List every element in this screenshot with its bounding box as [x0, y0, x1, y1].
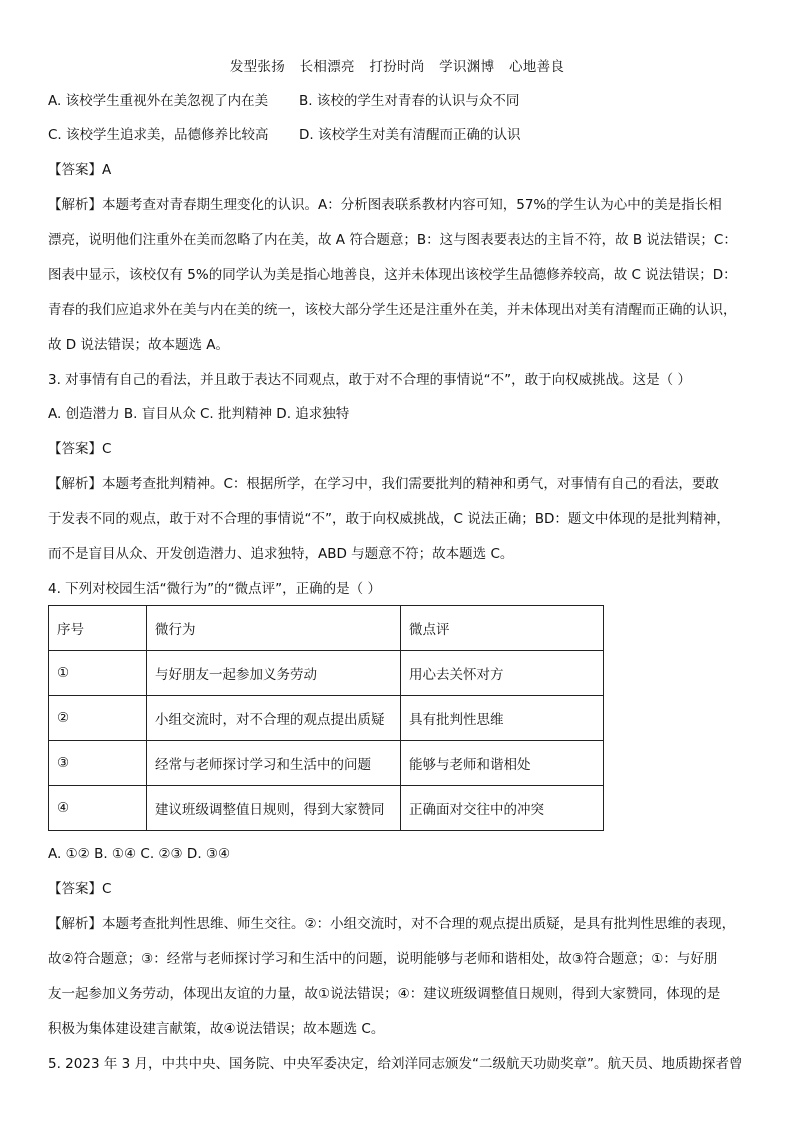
- table-cell: 具有批判性思维: [401, 696, 604, 741]
- table-header-cell: 微点评: [401, 606, 604, 651]
- q4-analysis-line: 【解析】本题考查批判性思维、师生交往。②：小组交流时，对不合理的观点提出质疑，是具有批判性思维的表现，: [48, 916, 736, 932]
- q5-stem: 5. 2023 年 3 月，中共中央、国务院、中央军委决定，给刘洋同志颁发“二级航天功勋奖章”。航天员、地质勘探者曾: [48, 1056, 743, 1072]
- table-row: [49, 696, 604, 741]
- table-cell: ③: [49, 741, 147, 786]
- q3-options: A. 创造潜力 B. 盲目从众 C. 批判精神 D. 追求独特: [48, 406, 350, 422]
- traits-line: 发型张扬 长相漂亮 打扮时尚 学识渊博 心地善良: [229, 59, 565, 75]
- q3-analysis-line: 【解析】本题考查批判精神。C：根据所学，在学习中，我们需要批判的精神和勇气，对事情有自己的看法，要敢: [48, 476, 719, 492]
- table-cell: ②: [49, 696, 147, 741]
- q3-stem: 3. 对事情有自己的看法，并且敢于表达不同观点，敢于对不合理的事情说“不”，敢于向权威挑战。这是（ ）: [48, 372, 691, 388]
- q2-analysis-line: 故 D 说法错误；故本题选 A。: [48, 337, 230, 353]
- micro-behavior-table: [48, 605, 604, 831]
- table-header-cell: 微行为: [147, 606, 401, 651]
- q3-analysis-line: 而不是盲目从众、开发创造潜力、追求独特，ABD 与题意不符；故本题选 C。: [48, 546, 514, 562]
- table-cell: ④: [49, 786, 147, 831]
- q4-analysis-line: 友一起参加义务劳动，体现出友谊的力量，故①说法错误；④：建议班级调整值日规则，得到大家赞同，体现的是: [48, 986, 721, 1002]
- table-cell: 能够与老师和谐相处: [401, 741, 604, 786]
- table-row: [49, 741, 604, 786]
- q4-options: A. ①② B. ①④ C. ②③ D. ③④: [48, 846, 231, 862]
- q2-analysis-line: 图表中显示，该校仅有 5%的同学认为美是指心地善良，这并未体现出该校学生品德修养较高，故 C 说法错误；D：: [48, 267, 737, 283]
- q4-analysis-line: 积极为集体建设建言献策，故④说法错误；故本题选 C。: [48, 1021, 385, 1037]
- q2-option-c: C. 该校学生追求美，品德修养比较高: [48, 127, 269, 143]
- q3-analysis-line: 于发表不同的观点，敢于对不合理的事情说“不”，敢于向权威挑战，C 说法正确；BD：题文中体现的是批判精神，: [48, 511, 730, 527]
- q2-analysis-line: 青春的我们应追求外在美与内在美的统一，该校大部分学生还是注重外在美，并未体现出对美有清醒而正确的认识，: [48, 302, 737, 318]
- table-header-row: [49, 606, 604, 651]
- table-header-cell: 序号: [49, 606, 147, 651]
- table-cell: 正确面对交往中的冲突: [401, 786, 604, 831]
- table-cell: 小组交流时，对不合理的观点提出质疑: [147, 696, 401, 741]
- table-row: [49, 651, 604, 696]
- q2-option-d: D. 该校学生对美有清醒而正确的认识: [299, 127, 521, 143]
- q3-answer: 【答案】C: [48, 441, 112, 457]
- table-row: [49, 786, 604, 831]
- table-cell: ①: [49, 651, 147, 696]
- q2-analysis-line: 漂亮，说明他们注重外在美而忽略了内在美，故 A 符合题意；B：这与图表要表达的主旨不符，故 B 说法错误；C：: [48, 232, 737, 248]
- q4-analysis-line: 故②符合题意；③：经常与老师探讨学习和生活中的问题，说明能够与老师和谐相处，故③符合题意；①：与好朋: [48, 951, 718, 967]
- q2-option-b: B. 该校的学生对青春的认识与众不同: [299, 93, 520, 109]
- table-cell: 用心去关怀对方: [401, 651, 604, 696]
- q2-analysis-line: 【解析】本题考查对青春期生理变化的认识。A：分析图表联系教材内容可知，57%的学生认为心中的美是指长相: [48, 197, 722, 213]
- q2-option-a: A. 该校学生重视外在美忽视了内在美: [48, 93, 269, 109]
- q4-stem: 4. 下列对校园生活“微行为”的“微点评”，正确的是（ ）: [48, 581, 381, 597]
- table-cell: 经常与老师探讨学习和生活中的问题: [147, 741, 401, 786]
- q4-answer: 【答案】C: [48, 881, 112, 897]
- table-cell: 与好朋友一起参加义务劳动: [147, 651, 401, 696]
- table-cell: 建议班级调整值日规则，得到大家赞同: [147, 786, 401, 831]
- q2-answer: 【答案】A: [48, 162, 112, 178]
